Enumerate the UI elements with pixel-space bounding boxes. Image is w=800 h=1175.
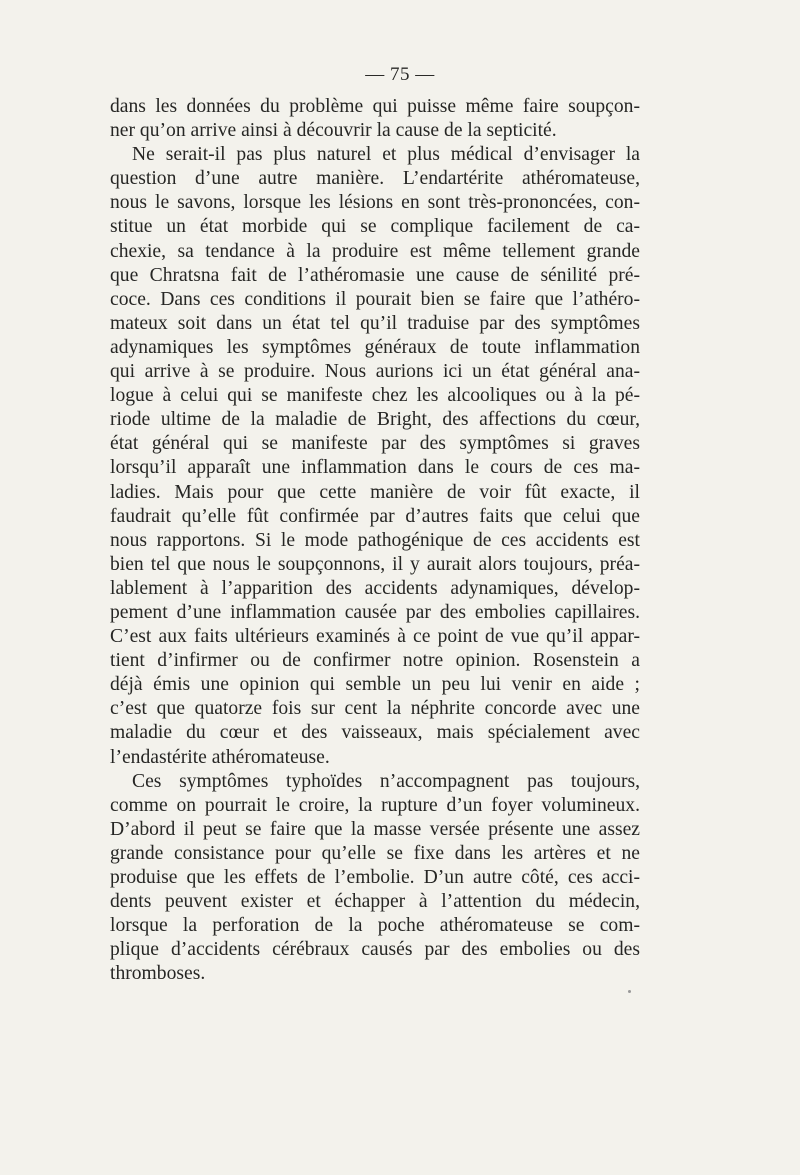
ink-speck <box>628 990 631 993</box>
text-line: pement d’une inflammation causée par des embolies capillaires. <box>110 601 640 623</box>
text-line: chexie, sa tendance à la produire est même tellement grande <box>110 240 640 262</box>
text-line: ner qu’on arrive ainsi à découvrir la cause de la septicité. <box>110 120 557 142</box>
text-line: nous le savons, lorsque les lésions en sont très-prononcées, con- <box>110 192 640 214</box>
text-line: lorsque la perforation de la poche athéromateuse se com- <box>110 915 640 937</box>
text-line: nous rapportons. Si le mode pathogénique de ces accidents est <box>110 529 640 551</box>
text-line: plique d’accidents cérébraux causés par des embolies ou des <box>110 939 640 961</box>
page-number: — 75 — <box>365 64 435 85</box>
text-line: que Chratsna fait de l’athéromasie une cause de sénilité pré- <box>110 264 640 286</box>
text-line: Ces symptômes typhoïdes n’accompagnent pas toujours, <box>132 770 640 792</box>
text-line: l’endastérite athéromateuse. <box>110 746 330 768</box>
text-line: coce. Dans ces conditions il pourait bien se faire que l’athéro- <box>110 288 640 310</box>
text-line: adynamiques les symptômes généraux de toute inflammation <box>110 336 640 358</box>
text-line: maladie du cœur et des vaisseaux, mais spécialement avec <box>110 722 640 744</box>
text-line: D’abord il peut se faire que la masse versée présente une assez <box>110 818 640 840</box>
text-line: grande consistance pour qu’elle se fixe dans les artères et ne <box>110 842 640 864</box>
text-line: qui arrive à se produire. Nous aurions ici un état général ana- <box>110 361 640 383</box>
text-line: thromboses. <box>110 963 206 985</box>
text-line: question d’une autre manière. L’endartérite athéromateuse, <box>110 168 640 190</box>
paragraph <box>110 143 640 769</box>
text-line: Ne serait-il pas plus naturel et plus médical d’envisager la <box>132 144 640 166</box>
text-line: C’est aux faits ultérieurs examinés à ce point de vue qu’il appar- <box>110 626 640 648</box>
text-line: dans les données du problème qui puisse même faire soupçon- <box>110 96 640 117</box>
text-line: état général qui se manifeste par des symptômes si graves <box>110 433 640 455</box>
text-line: faudrait qu’elle fût confirmée par d’autres faits que celui que <box>110 505 640 527</box>
text-line: déjà émis une opinion qui semble un peu lui venir en aide ; <box>110 674 640 696</box>
text-line: stitue un état morbide qui se complique facilement de ca- <box>110 216 640 238</box>
text-line: c’est que quatorze fois sur cent la néphrite concorde avec une <box>110 698 640 720</box>
text-line: tient d’infirmer ou de confirmer notre opinion. Rosenstein a <box>110 650 640 672</box>
text-line: lorsqu’il apparaît une inflammation dans le cours de ces ma- <box>110 457 640 479</box>
text-line: bien tel que nous le soupçonnons, il y aurait alors toujours, préa- <box>110 553 640 575</box>
paragraph <box>110 95 640 143</box>
text-line: produise que les effets de l’embolie. D’un autre côté, ces acci- <box>110 867 640 888</box>
text-line: comme on pourrait le croire, la rupture d’un foyer volumineux. <box>110 794 640 816</box>
text-line: lablement à l’apparition des accidents adynamiques, dévelop- <box>110 577 640 599</box>
text-line: dents peuvent exister et échapper à l’attention du médecin, <box>110 891 640 913</box>
text-line: mateux soit dans un état tel qu’il traduise par des symptômes <box>110 312 640 334</box>
body-text <box>110 95 640 986</box>
text-line: riode ultime de la maladie de Bright, des affections du cœur, <box>110 409 640 431</box>
text-line: logue à celui qui se manifeste chez les alcooliques ou à la pé- <box>110 385 640 407</box>
text-line: ladies. Mais pour que cette manière de voir fût exacte, il <box>110 481 640 503</box>
paragraph <box>110 770 640 987</box>
